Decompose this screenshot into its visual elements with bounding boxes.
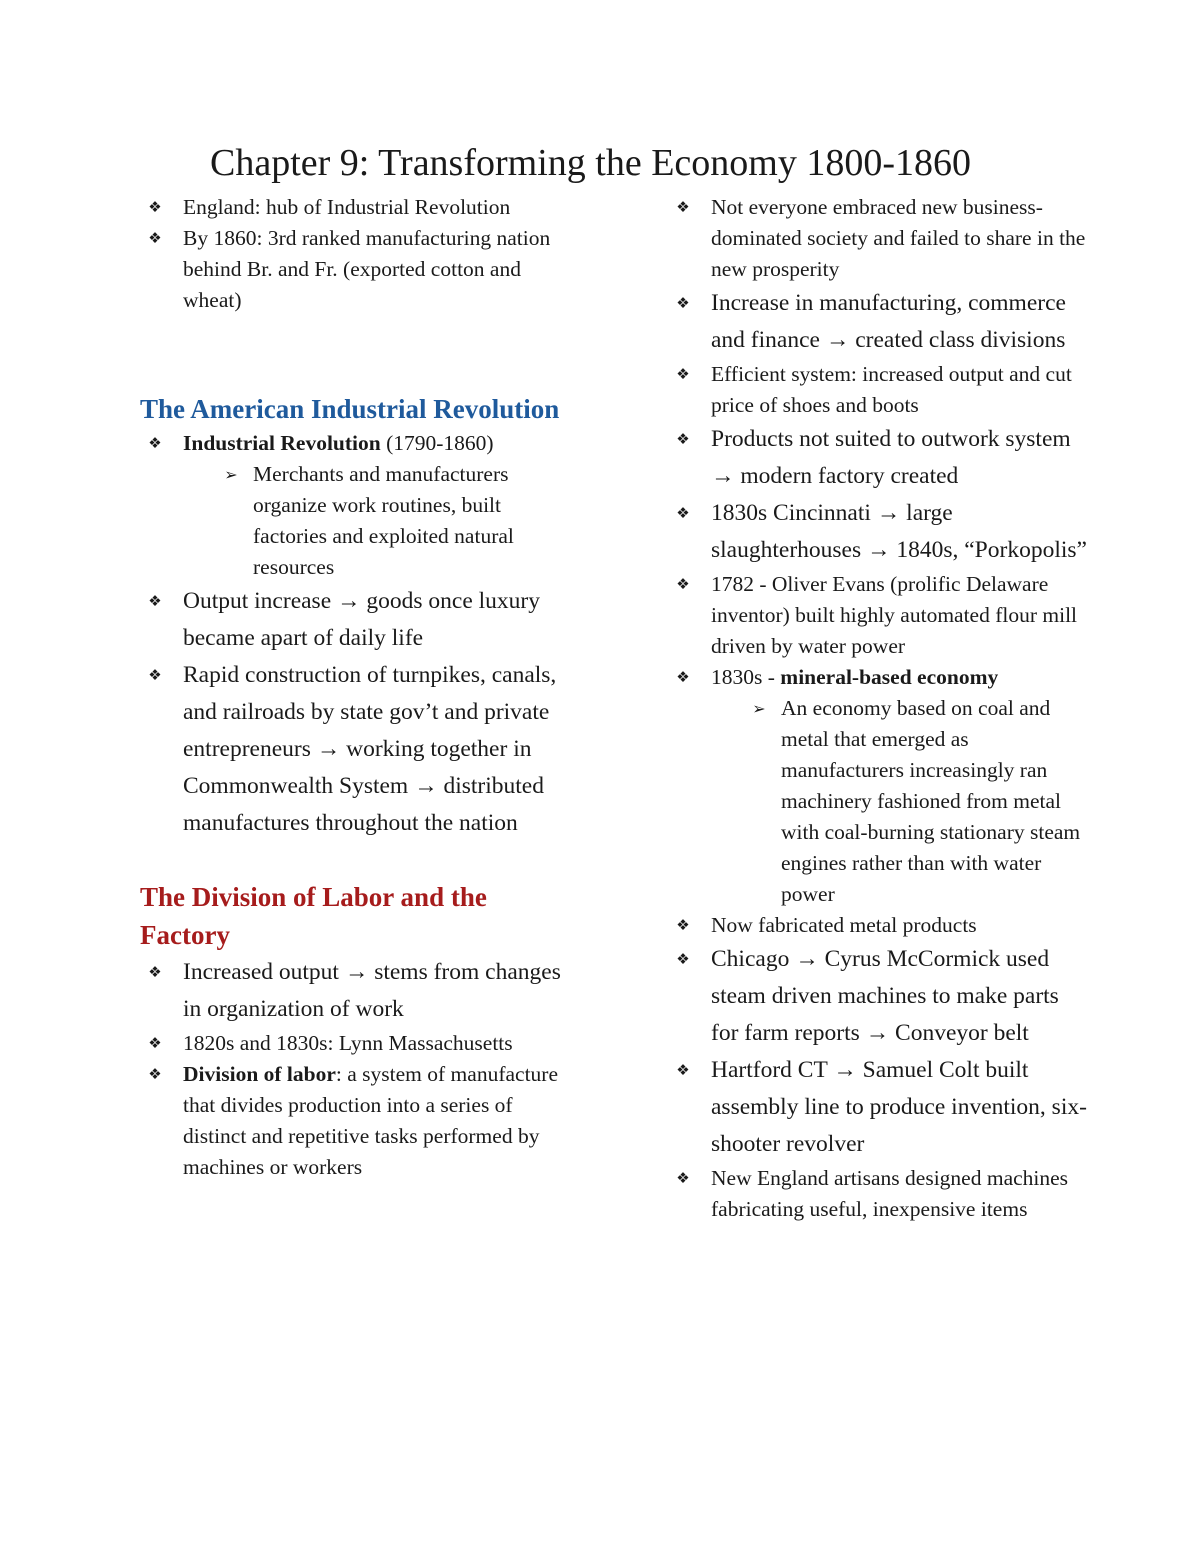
list-item: [668, 495, 1088, 569]
diamond-bullet-icon: ❖: [676, 950, 690, 968]
industrial-revolution-list: [140, 428, 580, 842]
item-text: Efficient system: increased output and cut price of shoes and boots: [711, 362, 1072, 417]
arrowhead-bullet-icon: ➢: [224, 465, 238, 484]
list-item: [668, 1052, 1088, 1163]
diamond-bullet-icon: ❖: [676, 916, 690, 934]
item-text: By 1860: 3rd ranked manufacturing nation behind Br. and Fr. (exported cotton and wheat): [183, 226, 551, 312]
section-heading-division-of-labor: The Division of Labor and the Factory: [140, 882, 487, 950]
item-text: 1830s Cincinnati → large slaughterhouses → 1840s, “Porkopolis”: [711, 500, 1087, 563]
list-item: [668, 192, 1088, 285]
sub-list-item: [711, 693, 1088, 910]
list-item: [140, 657, 580, 842]
list-item: [668, 285, 1088, 359]
item-text: Increase in manufacturing, commerce and finance → created class divisions: [711, 290, 1066, 353]
diamond-bullet-icon: ❖: [148, 229, 162, 247]
term-bold: mineral-based economy: [780, 665, 999, 689]
diamond-bullet-icon: ❖: [676, 1061, 690, 1079]
item-text: Hartford CT → Samuel Colt built assembly line to produce invention, six-shooter revolver: [711, 1057, 1087, 1157]
list-item: [668, 359, 1088, 421]
list-item: [668, 910, 1088, 941]
item-text: 1782 - Oliver Evans (prolific Delaware inventor) built highly automated flour mill driven by water power: [711, 572, 1078, 658]
list-item: [668, 662, 1088, 910]
list-item: [668, 941, 1088, 1052]
right-column: [668, 192, 1088, 1225]
item-text: 1830s -: [711, 665, 781, 689]
sub-list-item: [183, 459, 580, 583]
list-item: [668, 569, 1088, 662]
diamond-bullet-icon: ❖: [676, 1169, 690, 1187]
list-item: [140, 192, 580, 223]
list-item: [140, 428, 580, 583]
item-text: 1820s and 1830s: Lynn Massachusetts: [183, 1031, 513, 1055]
item-text: England: hub of Industrial Revolution: [183, 195, 511, 219]
item-text: Rapid construction of turnpikes, canals, and railroads by state gov’t and private entrepreneurs → working together in Commonwealth System → distributed manufactures throughout the nation: [183, 662, 557, 836]
item-text: Merchants and manufacturers organize work routines, built factories and exploited natural resources: [253, 462, 514, 579]
item-text: : a system of manufacture that divides production into a series of distinct and repetitive tasks performed by machines or workers: [183, 1062, 558, 1179]
diamond-bullet-icon: ❖: [148, 1065, 162, 1083]
term-bold: Division of labor: [183, 1062, 336, 1086]
item-text: Now fabricated metal products: [711, 913, 977, 937]
diamond-bullet-icon: ❖: [676, 365, 690, 383]
right-list: [668, 192, 1088, 1225]
list-item: [140, 954, 580, 1028]
diamond-bullet-icon: ❖: [676, 504, 690, 522]
item-text: Chicago → Cyrus McCormick used steam driven machines to make parts for farm reports → Conveyor belt: [711, 946, 1059, 1046]
diamond-bullet-icon: ❖: [148, 1034, 162, 1052]
intro-list: [140, 192, 580, 316]
diamond-bullet-icon: ❖: [676, 198, 690, 216]
diamond-bullet-icon: ❖: [148, 666, 162, 684]
page-title: Chapter 9: Transforming the Economy 1800-1860: [210, 142, 971, 184]
section-heading-industrial-revolution: The American Industrial Revolution: [140, 394, 560, 424]
diamond-bullet-icon: ❖: [148, 198, 162, 216]
diamond-bullet-icon: ❖: [676, 575, 690, 593]
diamond-bullet-icon: ❖: [676, 430, 690, 448]
diamond-bullet-icon: ❖: [148, 963, 162, 981]
item-text: New England artisans designed machines fabricating useful, inexpensive items: [711, 1166, 1069, 1221]
list-item: [668, 1163, 1088, 1225]
list-item: [140, 1059, 580, 1183]
item-text: (1790-1860): [380, 431, 494, 455]
diamond-bullet-icon: ❖: [148, 434, 162, 452]
left-column: [140, 192, 580, 1183]
list-item: [140, 1028, 580, 1059]
list-item: [140, 583, 580, 657]
sub-list: [711, 693, 1088, 910]
diamond-bullet-icon: ❖: [148, 592, 162, 610]
item-text: Products not suited to outwork system → modern factory created: [711, 426, 1071, 489]
diamond-bullet-icon: ❖: [676, 294, 690, 312]
item-text: Increased output → stems from changes in organization of work: [183, 959, 561, 1022]
sub-list: [183, 459, 580, 583]
division-of-labor-list: [140, 954, 580, 1183]
term-bold: Industrial Revolution: [183, 431, 381, 455]
item-text: Output increase → goods once luxury became apart of daily life: [183, 588, 540, 651]
list-item: [668, 421, 1088, 495]
item-text: Not everyone embraced new business-dominated society and failed to share in the new prosperity: [711, 195, 1086, 281]
item-text: An economy based on coal and metal that emerged as manufacturers increasingly ran machinery fashioned from metal with coal-burning stationary steam engines rather than with water power: [781, 696, 1081, 906]
list-item: [140, 223, 580, 316]
arrowhead-bullet-icon: ➢: [752, 699, 766, 718]
diamond-bullet-icon: ❖: [676, 668, 690, 686]
